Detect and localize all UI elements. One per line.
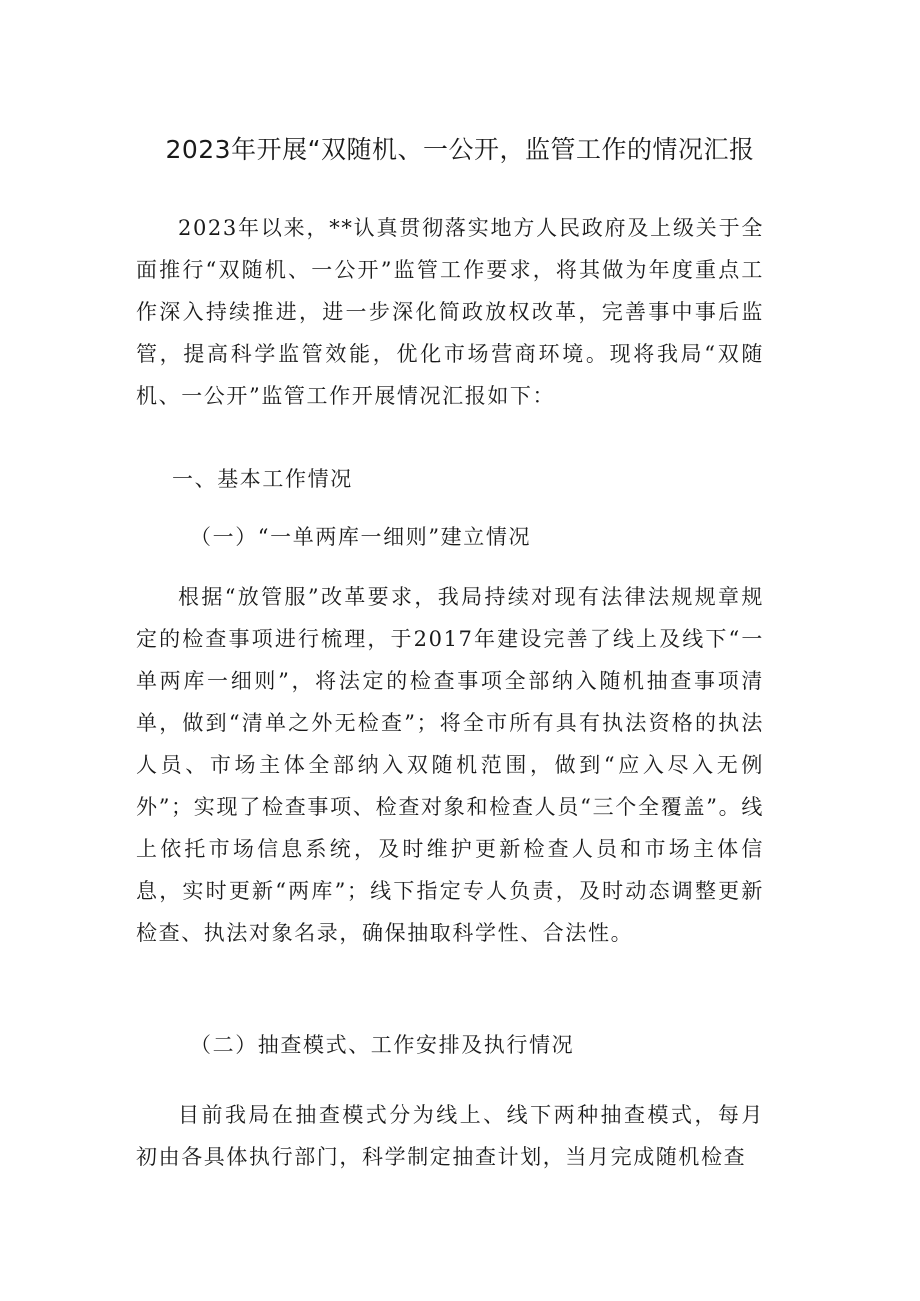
intro-paragraph: 2023年以来，**认真贯彻落实地方人民政府及上级关于全面推行“双随机、一公开”监管工作要求，将其做为年度重点工作深入持续推进，进一步深化简政放权改革，完善事中事后监管，提高科学监管效能，优化市场营商环境。现将我局“双随机、一公开”监管工作开展情况汇报如下： <box>136 216 764 408</box>
document-title: 2023年开展“双随机、一公开，监管工作的情况汇报 <box>165 135 755 164</box>
section-heading-basic-work: 一、基本工作情况 <box>172 467 353 491</box>
list-establishment-paragraph: 根据“放管服”改革要求，我局持续对现有法律法规规章规定的检查事项进行梳理，于2017年建设完善了线上及线下“一单两库一细则”，将法定的检查事项全部纳入随机抽查事项清单，做到“清单之外无检查”；将全市所有具有执法资格的执法人员、市场主体全部纳入双随机范围，做到“应入尽入无例外”；实现了检查事项、检查对象和检查人员“三个全覆盖”。线上依托市场信息系统，及时维护更新检查人员和市场主体信息，实时更新“两库”；线下指定专人负责，及时动态调整更新检查、执法对象名录，确保抽取科学性、合法性。 <box>136 585 764 945</box>
subsection-heading-inspection-mode: （二）抽查模式、工作安排及执行情况 <box>190 1033 575 1057</box>
subsection-heading-list-establishment: （一）“一单两库一细则”建立情况 <box>190 525 532 549</box>
inspection-mode-paragraph: 目前我局在抽查模式分为线上、线下两种抽查模式，每月初由各具体执行部门，科学制定抽查计划，当月完成随机检查 <box>136 1103 764 1169</box>
